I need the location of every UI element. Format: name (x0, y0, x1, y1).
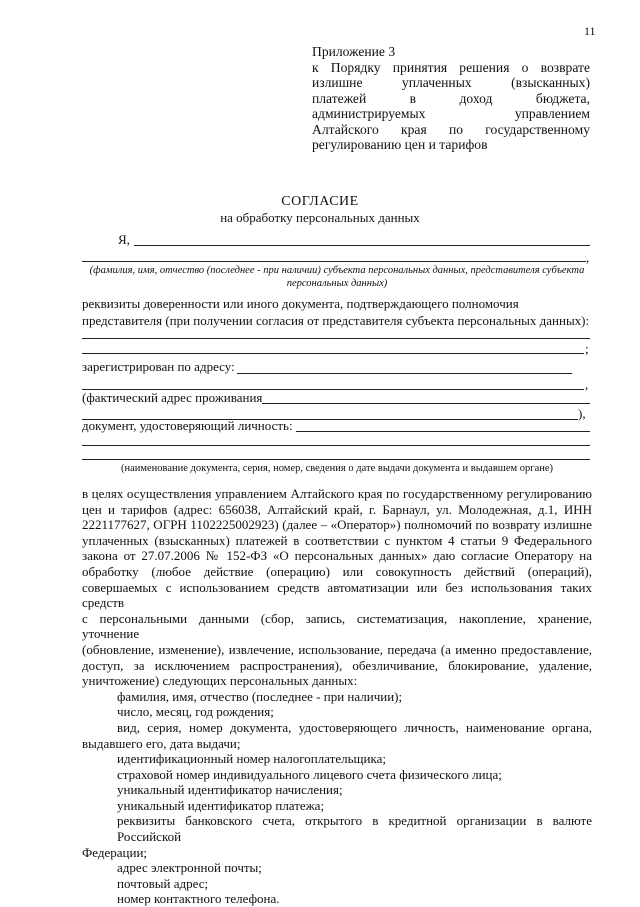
proxy-field-line[interactable] (82, 338, 590, 339)
list-item: уникальный идентификатор платежа; (117, 797, 325, 813)
appendix-line: администрируемых управлением (312, 106, 590, 121)
paragraph-line: цен и тарифов (адрес: 656038, Алтайский край, г. Барнаул, ул. Молодежная, д.1, ИНН (82, 501, 592, 517)
semicolon: ; (585, 341, 589, 356)
appendix-header (312, 44, 590, 153)
paragraph-line: (обновление, изменение), извлечение, использование, передача (а именно предоставление, (82, 641, 592, 657)
list-item: почтовый адрес; (117, 875, 209, 891)
proxy-text-line2: представителя (при получении согласия от представителя субъекта персональных данных): (82, 313, 590, 328)
paragraph-line: закона от 27.07.2006 № 152-ФЗ «О персональных данных» даю согласие Оператору на (82, 548, 592, 564)
paragraph-line: в целях осуществления управлением Алтайского края по государственному регулированию (82, 486, 592, 501)
document-caption: (наименование документа, серия, номер, сведения о дате выдачи документа и выдавшем органе) (120, 463, 554, 474)
id-document-label: документ, удостоверяющий личность: (82, 418, 293, 433)
list-item: число, месяц, год рождения; (117, 704, 274, 720)
appendix-line: платежей в доход бюджета, (312, 90, 590, 106)
paragraph-line: обработку (любое действие (операцию) или совокупность действий (операций), (82, 563, 592, 579)
appendix-line: излишне уплаченных (взысканных) (312, 75, 590, 90)
list-item-continuation: выдавшего его, дата выдачи; (82, 735, 241, 751)
actual-address-label: (фактический адрес проживания (82, 390, 263, 405)
appendix-line: регулированию цен и тарифов (312, 137, 488, 152)
actual-address-field[interactable] (262, 403, 590, 404)
list-item: фамилия, имя, отчество (последнее - при наличии); (117, 688, 403, 704)
registered-address-field[interactable] (237, 373, 572, 374)
list-item: страховой номер индивидуального лицевого счета физического лица; (117, 766, 502, 782)
comma: , (585, 377, 589, 392)
paragraph-line: с персональными данными (сбор, запись, систематизация, накопление, хранение, уточнение (82, 610, 592, 642)
appendix-line: Приложение 3 (312, 44, 396, 59)
paragraph-line: уплаченных (взысканных) платежей в соответствии с пунктом 4 статьи 9 Федерального (82, 532, 592, 548)
appendix-line: Алтайского края по государственному (312, 121, 590, 137)
id-document-field-2[interactable] (82, 445, 590, 446)
document-subtitle: на обработку персональных данных (220, 210, 420, 225)
name-field-line[interactable] (134, 245, 590, 246)
proxy-field-line-2[interactable] (82, 353, 584, 354)
id-document-field[interactable] (296, 431, 590, 432)
proxy-text-line1: реквизиты доверенности или иного документа, подтверждающего полномочия (82, 296, 519, 311)
list-item: адрес электронной почты; (117, 860, 262, 876)
list-item: реквизиты банковского счета, открытого в кредитной организации в валюте Российской (117, 813, 592, 845)
list-item: вид, серия, номер документа, удостоверяющего личность, наименование органа, (117, 719, 592, 735)
paragraph-line: совершаемых с использованием средств автоматизации или без использования таких средств (82, 579, 592, 611)
registered-address-label: зарегистрирован по адресу: (82, 359, 235, 374)
paren-close: ), (578, 406, 586, 421)
list-item: уникальный идентификатор начисления; (117, 782, 343, 798)
consent-paragraph (82, 486, 592, 907)
name-caption (82, 264, 592, 290)
paragraph-line: доступ, за исключением распространения), обезличивание, блокирование, удаление, (82, 657, 592, 673)
comma: , (586, 250, 590, 265)
name-caption-line2: персональных данных) (286, 278, 388, 289)
document-title: СОГЛАСИЕ (281, 194, 359, 209)
i-label: Я, (118, 232, 130, 247)
paragraph-line: уничтожение) следующих персональных данных: (82, 673, 358, 689)
paragraph-line: 2221177627, ОГРН 1102225002923) (далее – «Оператор») полномочий по возврату излишне (82, 517, 592, 533)
appendix-line: к Порядку принятия решения о возврате (312, 59, 590, 75)
name-caption-line1: (фамилия, имя, отчество (последнее - при наличии) субъекта персональных данных, представителя субъекта (89, 265, 585, 276)
list-item-continuation: Федерации; (82, 844, 148, 860)
page-number: 11 (584, 24, 596, 38)
name-field-line-2[interactable] (82, 261, 586, 262)
list-item: номер контактного телефона. (117, 891, 280, 907)
id-document-field-3[interactable] (82, 459, 590, 460)
list-item: идентификационный номер налогоплательщика; (117, 751, 386, 767)
